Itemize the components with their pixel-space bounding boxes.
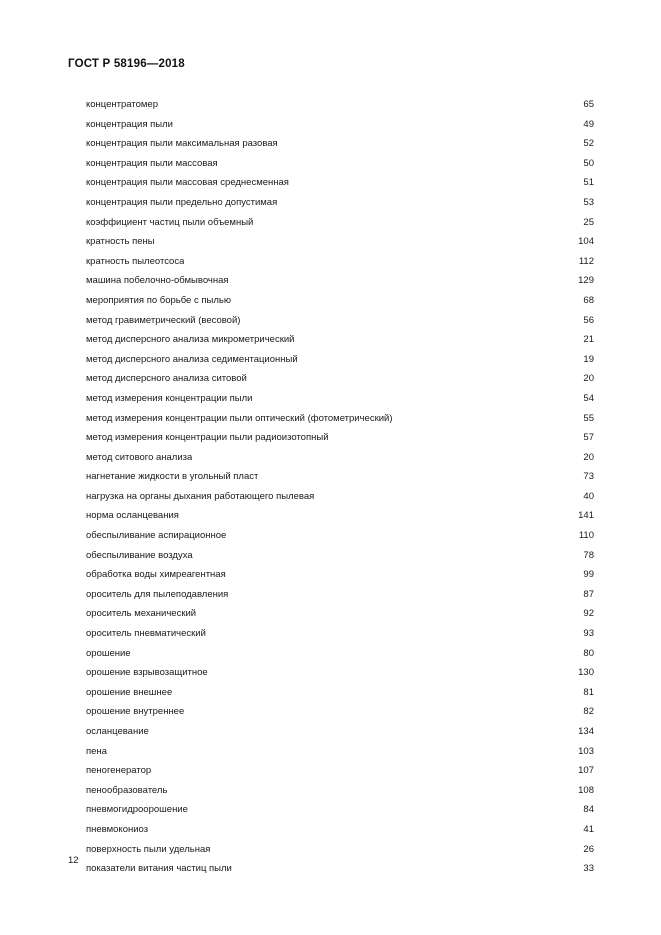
index-entry-page: 54 xyxy=(583,392,594,404)
index-entry xyxy=(86,350,594,370)
index-entry xyxy=(86,291,594,311)
index-entry-page: 107 xyxy=(578,765,594,777)
index-entry-term: поверхность пыли удельная xyxy=(86,843,211,855)
index-entry xyxy=(86,722,594,742)
index-entry-term: кратность пылеотсоса xyxy=(86,255,185,267)
index-entry xyxy=(86,409,594,429)
index-entry-page: 41 xyxy=(583,823,594,835)
index-entry-page: 57 xyxy=(583,432,594,444)
index-entry-page: 33 xyxy=(583,863,594,875)
index-entry xyxy=(86,173,594,193)
index-entry xyxy=(86,663,594,683)
index-entry-term: нагнетание жидкости в угольный пласт xyxy=(86,471,259,483)
index-entry xyxy=(86,585,594,605)
index-entry-page: 92 xyxy=(583,608,594,620)
index-entry xyxy=(86,840,594,860)
index-entry-term: орошение xyxy=(86,647,131,659)
index-entry-page: 112 xyxy=(578,255,594,267)
index-entry-term: нагрузка на органы дыхания работающего пылевая xyxy=(86,490,315,502)
index-entry xyxy=(86,134,594,154)
index-entry-term: пена xyxy=(86,745,107,757)
index-entry-term: метод гравиметрический (весовой) xyxy=(86,314,241,326)
index-entry-term: метод дисперсного анализа ситовой xyxy=(86,373,247,385)
index-entry-term: концентрация пыли массовая среднесменная xyxy=(86,177,289,189)
index-entry-term: ороситель пневматический xyxy=(86,628,206,640)
index-entry xyxy=(86,193,594,213)
index-entry xyxy=(86,761,594,781)
index-entry xyxy=(86,800,594,820)
index-entry-page: 130 xyxy=(578,667,594,679)
index-entry-page: 51 xyxy=(583,177,594,189)
index-entry-term: концентрация пыли предельно допустимая xyxy=(86,196,278,208)
index-entry-page: 129 xyxy=(578,275,594,287)
index-entry-page: 78 xyxy=(583,549,594,561)
index-entry-page: 19 xyxy=(583,353,594,365)
index-entry xyxy=(86,95,594,115)
index-entry xyxy=(86,154,594,174)
index-entry-page: 103 xyxy=(578,745,594,757)
index-entry xyxy=(86,369,594,389)
index-entry xyxy=(86,271,594,291)
index-entry-term: пенообразователь xyxy=(86,784,168,796)
index-entry-term: концентрация пыли xyxy=(86,118,173,130)
index-entry xyxy=(86,467,594,487)
index-entry-term: ороситель для пылеподавления xyxy=(86,588,229,600)
index-entry xyxy=(86,742,594,762)
index-entry-term: обработка воды химреагентная xyxy=(86,569,226,581)
index-entry-page: 25 xyxy=(583,216,594,228)
index-entry-term: орошение взрывозащитное xyxy=(86,667,208,679)
index-entry xyxy=(86,213,594,233)
index-entry-page: 82 xyxy=(583,706,594,718)
index-entry xyxy=(86,115,594,135)
index-entry-term: метод измерения концентрации пыли оптический (фотометрический) xyxy=(86,412,393,424)
index-entry-term: коэффициент частиц пыли объемный xyxy=(86,216,254,228)
index-entry-page: 20 xyxy=(583,451,594,463)
index-entry xyxy=(86,448,594,468)
index-entry-term: концентрация пыли максимальная разовая xyxy=(86,138,278,150)
index-entry-page: 141 xyxy=(578,510,594,522)
index-entry-page: 50 xyxy=(583,157,594,169)
index-entry xyxy=(86,311,594,331)
index-entry-page: 87 xyxy=(583,588,594,600)
index-entry-term: норма осланцевания xyxy=(86,510,179,522)
index-entry-term: орошение внутреннее xyxy=(86,706,185,718)
index-entry-page: 49 xyxy=(583,118,594,130)
index-entry-term: концентрация пыли массовая xyxy=(86,157,218,169)
index-entry-page: 104 xyxy=(578,236,594,248)
index-entry-term: метод измерения концентрации пыли xyxy=(86,392,253,404)
index-entry-page: 40 xyxy=(583,490,594,502)
index-entry xyxy=(86,526,594,546)
index-entry xyxy=(86,546,594,566)
index-entry-term: концентратомер xyxy=(86,99,158,110)
index-entry xyxy=(86,702,594,722)
index-entry xyxy=(86,683,594,703)
index-entry-page: 20 xyxy=(583,373,594,385)
index-entry-term: машина побелочно-обмывочная xyxy=(86,275,229,287)
index-entry xyxy=(86,389,594,409)
index-entry xyxy=(86,232,594,252)
index-entry-page: 108 xyxy=(578,784,594,796)
index-entry-term: мероприятия по борьбе с пылью xyxy=(86,294,231,306)
index-entry-page: 21 xyxy=(583,334,594,346)
index-entry xyxy=(86,859,594,879)
index-entry-term: метод дисперсного анализа микрометрический xyxy=(86,334,295,346)
alphabetical-index-list xyxy=(86,95,594,879)
document-standard-number: ГОСТ Р 58196—2018 xyxy=(68,58,185,70)
index-entry-term: метод ситового анализа xyxy=(86,451,193,463)
index-entry xyxy=(86,487,594,507)
index-entry-term: пневмокониоз xyxy=(86,823,149,835)
index-entry-term: метод измерения концентрации пыли радиоизотопный xyxy=(86,432,329,444)
index-entry-term: показатели витания частиц пыли xyxy=(86,863,232,875)
index-entry-term: пневмогидроорошение xyxy=(86,804,188,816)
index-entry-page: 56 xyxy=(583,314,594,326)
index-entry xyxy=(86,506,594,526)
index-entry-page: 53 xyxy=(583,196,594,208)
index-entry xyxy=(86,604,594,624)
index-entry-term: обеспыливание воздуха xyxy=(86,549,193,561)
index-entry-page: 110 xyxy=(578,530,594,542)
index-entry xyxy=(86,565,594,585)
index-entry-term: обеспыливание аспирационное xyxy=(86,530,227,542)
index-entry-page: 99 xyxy=(583,569,594,581)
index-entry xyxy=(86,624,594,644)
index-entry-term: ороситель механический xyxy=(86,608,197,620)
index-entry xyxy=(86,644,594,664)
index-entry-page: 81 xyxy=(583,686,594,698)
index-entry-page: 26 xyxy=(583,843,594,855)
index-entry-page: 55 xyxy=(583,412,594,424)
index-entry-term: пеногенератор xyxy=(86,765,152,777)
index-entry xyxy=(86,252,594,272)
index-entry-page: 65 xyxy=(583,99,594,110)
page-number: 12 xyxy=(68,855,79,866)
index-entry-page: 93 xyxy=(583,628,594,640)
index-entry-term: кратность пены xyxy=(86,236,155,248)
index-entry xyxy=(86,820,594,840)
index-entry-page: 68 xyxy=(583,294,594,306)
index-entry-term: орошение внешнее xyxy=(86,686,173,698)
index-entry-page: 52 xyxy=(583,138,594,150)
index-entry xyxy=(86,330,594,350)
index-entry xyxy=(86,781,594,801)
index-entry-page: 80 xyxy=(583,647,594,659)
index-entry-page: 84 xyxy=(583,804,594,816)
index-entry-page: 73 xyxy=(583,471,594,483)
index-entry-page: 134 xyxy=(578,726,594,737)
index-entry-term: осланцевание xyxy=(86,726,149,737)
index-entry xyxy=(86,428,594,448)
index-entry-term: метод дисперсного анализа седиментационный xyxy=(86,353,298,365)
